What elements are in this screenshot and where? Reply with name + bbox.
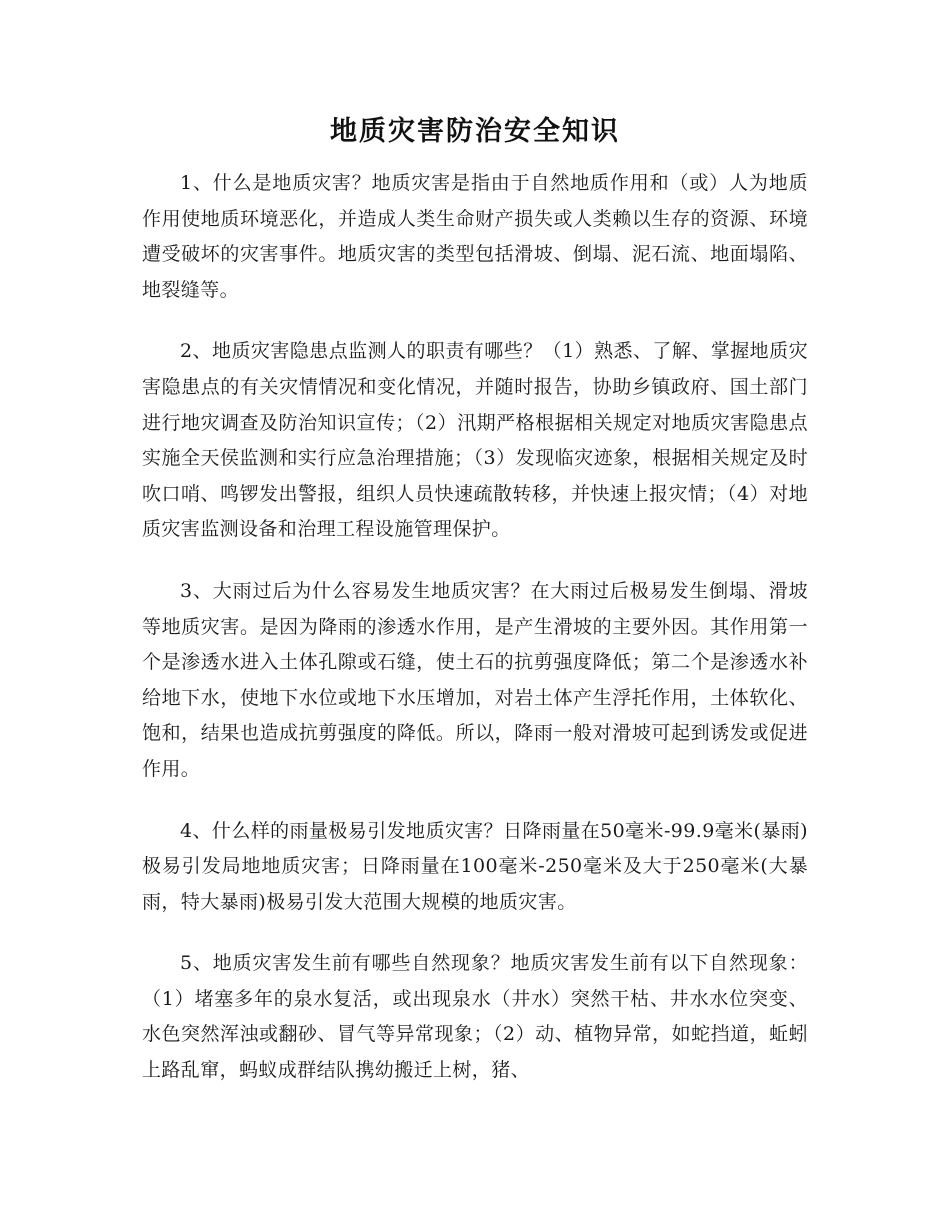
- paragraph-2: 2、地质灾害隐患点监测人的职责有哪些？（1）熟悉、了解、掌握地质灾害隐患点的有关灾情情况和变化情况，并随时报告，协助乡镇政府、国土部门进行地灾调查及防治知识宣传；（2）汛期严格根据相关规定对地质灾害隐患点实施全天侯监测和实行应急治理措施；（3）发现临灾迹象，根据相关规定及时吹口哨、鸣锣发出警报，组织人员快速疏散转移，并快速上报灾情；（4）对地质灾害监测设备和治理工程设施管理保护。: [142, 340, 808, 541]
- paragraph-1: 1、什么是地质灾害？地质灾害是指由于自然地质作用和（或）人为地质作用使地质环境恶化，并造成人类生命财产损失或人类赖以生存的资源、环境遭受破坏的灾害事件。地质灾害的类型包括滑坡、倒塌、泥石流、地面塌陷、地裂缝等。: [142, 172, 808, 301]
- paragraph-4: 4、什么样的雨量极易引发地质灾害？日降雨量在50毫米-99.9毫米(暴雨) 极易引发局地地质灾害；日降雨量在100毫米-250毫米及大于250毫米(大暴雨，特大暴雨)极易引发大范围大规模的地质灾害。: [142, 819, 808, 913]
- document-title: 地质灾害防治安全知识: [330, 116, 620, 147]
- paragraph-5: 5、地质灾害发生前有哪些自然现象？地质灾害发生前有以下自然现象：（1）堵塞多年的泉水复活，或出现泉水（井水）突然干枯、井水水位突变、水色突然浑浊或翻砂、冒气等异常现象；（2）动、植物异常，如蛇挡道，蚯蚓上路乱窜，蚂蚁成群结队携幼搬迁上树，猪、: [142, 952, 808, 1082]
- paragraph-3: 3、大雨过后为什么容易发生地质灾害？在大雨过后极易发生倒塌、滑坡等地质灾害。是因为降雨的渗透水作用，是产生滑坡的主要外因。其作用第一个是渗透水进入土体孔隙或石缝，使土石的抗剪强度降低；第二个是渗透水补给地下水，使地下水位或地下水压增加，对岩土体产生浮托作用，土体软化、饱和，结果也造成抗剪强度的降低。所以，降雨一般对滑坡可起到诱发或促进作用。: [142, 579, 808, 780]
- document-body: [142, 112, 808, 1115]
